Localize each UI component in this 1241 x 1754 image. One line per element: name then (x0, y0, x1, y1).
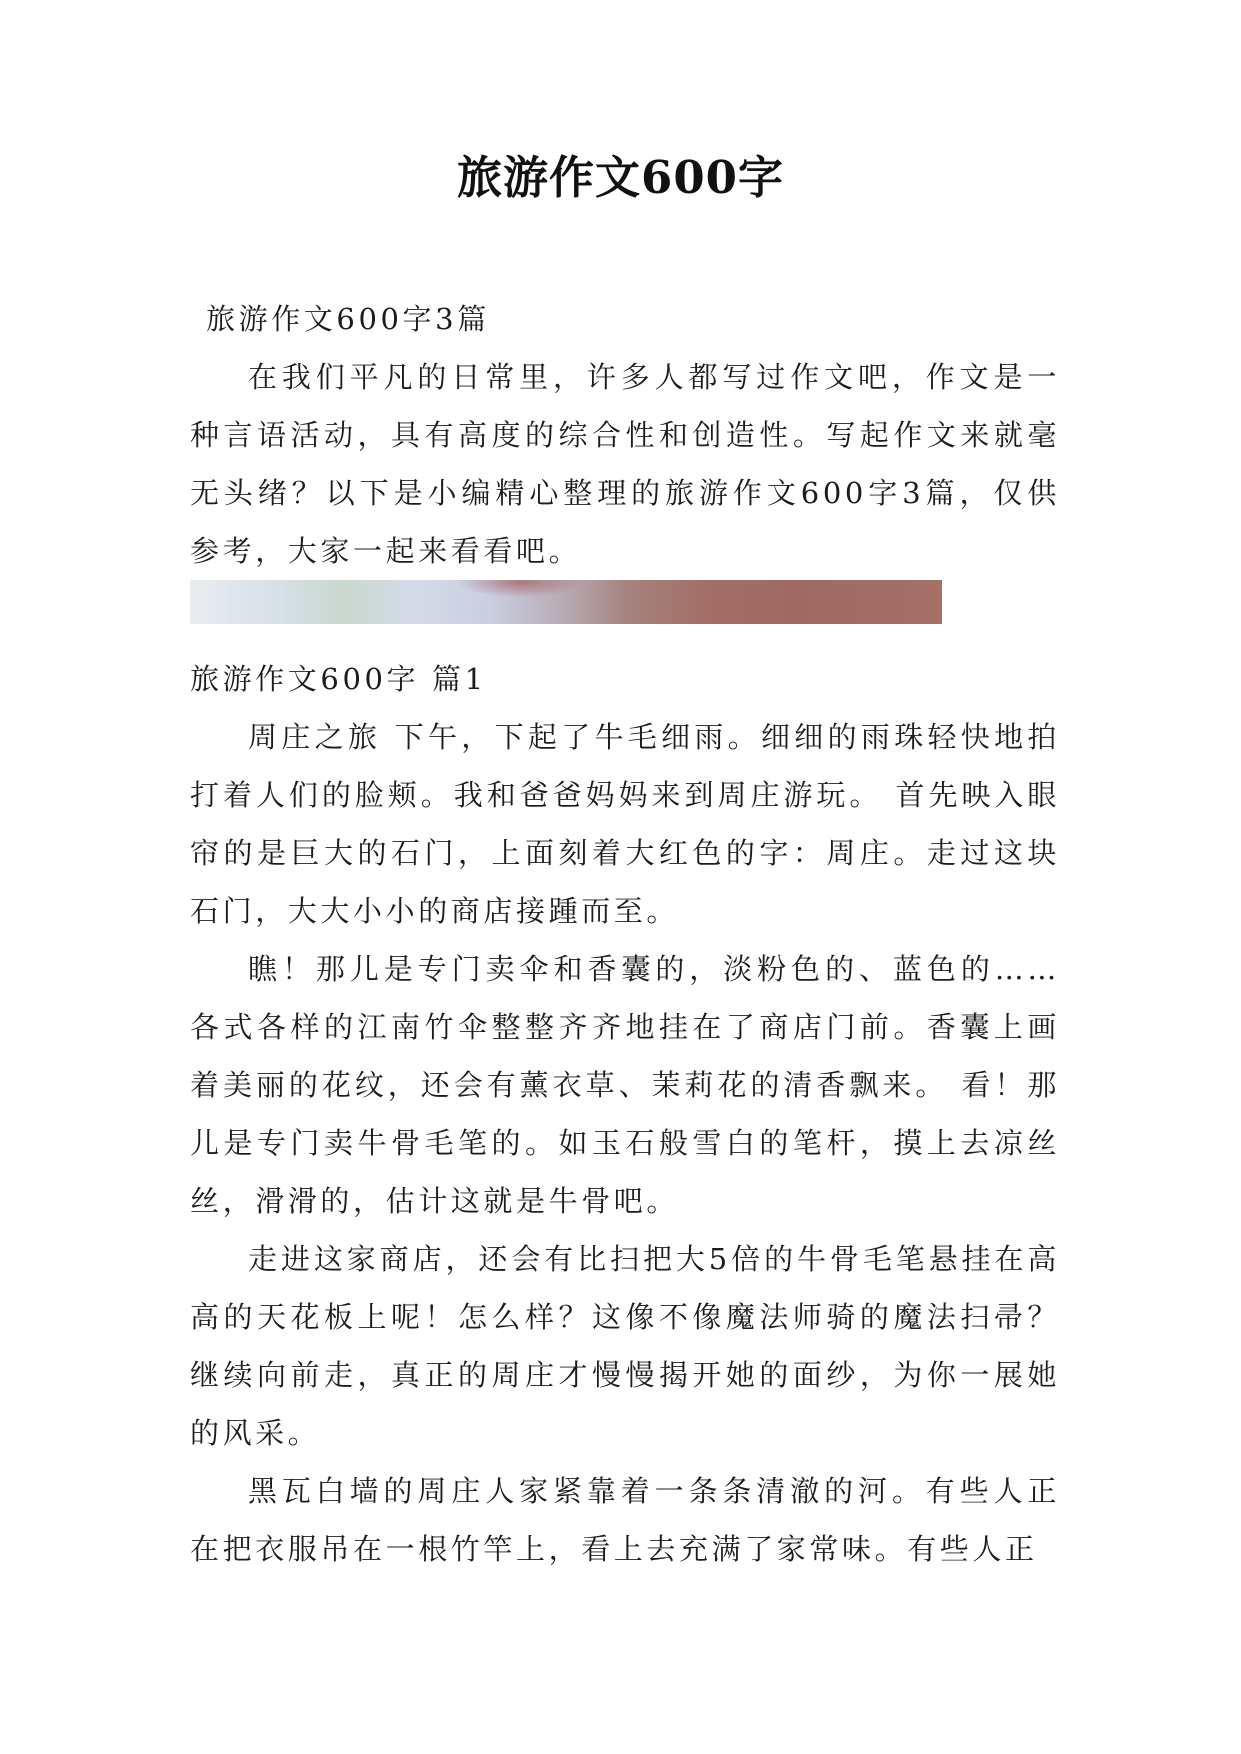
document-title: 旅游作文600字 (457, 151, 784, 204)
body-paragraph: 黑瓦白墙的周庄人家紧靠着一条条清澈的河。有些人正在把衣服吊在一根竹竿上，看上去充满了家常味。有些人正 (190, 1474, 1060, 1566)
document-subtitle: 旅游作文600字3篇 (206, 302, 490, 336)
section-heading: 旅游作文600字 篇1 (190, 662, 487, 696)
body-paragraph: 走进这家商店，还会有比扫把大5倍的牛骨毛笔悬挂在高高的天花板上呢！怎么样？这像不像魔法师骑的魔法扫帚？ 继续向前走，真正的周庄才慢慢揭开她的面纱，为你一展她的风采。 (190, 1242, 1060, 1450)
body-paragraph: 周庄之旅 下午，下起了牛毛细雨。细细的雨珠轻快地拍打着人们的脸颊。我和爸爸妈妈来到周庄游玩。 首先映入眼帘的是巨大的石门，上面刻着大红色的字：周庄。走过这块石门，大大小小的商店接踵而至。 (190, 720, 1060, 928)
body-paragraph: 瞧！那儿是专门卖伞和香囊的，淡粉色的、蓝色的……各式各样的江南竹伞整整齐齐地挂在了商店门前。香囊上画着美丽的花纹，还会有薰衣草、茉莉花的清香飘来。 看！那儿是专门卖牛骨毛笔的。如玉石般雪白的笔杆，摸上去凉丝丝，滑滑的，估计这就是牛骨吧。 (190, 952, 1060, 1218)
decorative-image-strip (190, 580, 942, 624)
intro-paragraph: 在我们平凡的日常里，许多人都写过作文吧，作文是一种言语活动，具有高度的综合性和创造性。写起作文来就毫无头绪？以下是小编精心整理的旅游作文600字3篇，仅供参考，大家一起来看看吧。 (190, 360, 1060, 568)
document-body (190, 290, 1060, 1578)
